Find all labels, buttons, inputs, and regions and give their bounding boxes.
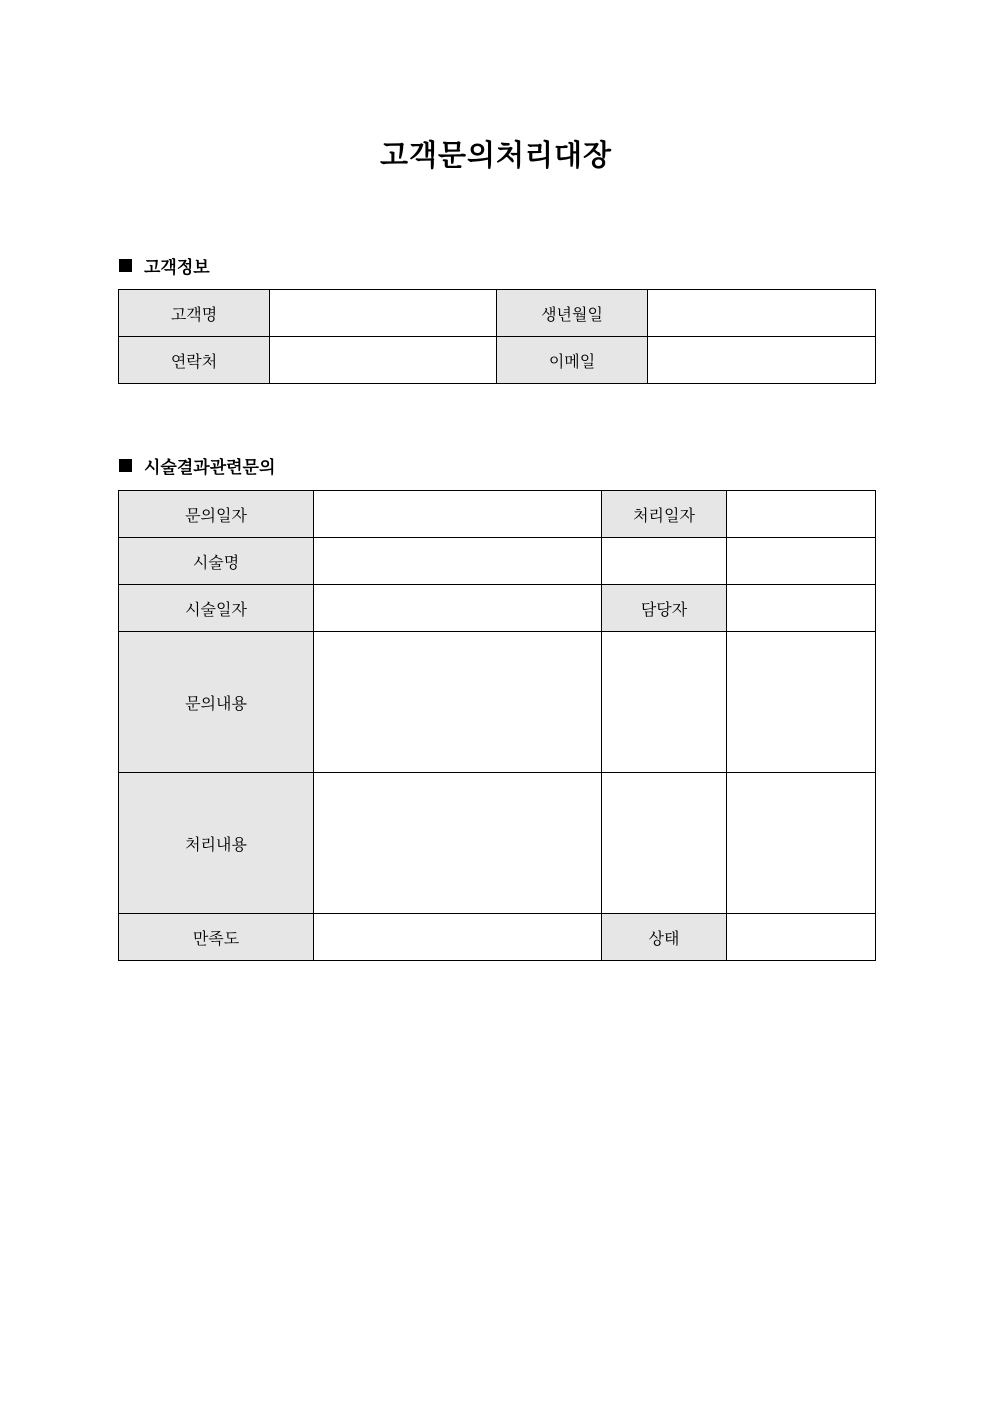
customer-info-heading: [119, 253, 210, 277]
empty-cell[interactable]: [602, 773, 727, 914]
birthdate-label: 생년월일: [497, 290, 648, 337]
customer-name-label: 고객명: [119, 290, 270, 337]
satisfaction-field[interactable]: [314, 914, 602, 961]
status-field[interactable]: [727, 914, 876, 961]
square-bullet-icon: [119, 459, 132, 472]
satisfaction-label: 만족도: [119, 914, 314, 961]
customer-info-heading-label: 고객정보: [144, 257, 210, 278]
manager-label: 담당자: [602, 585, 727, 632]
procedure-inquiry-heading: [119, 453, 275, 477]
email-field[interactable]: [648, 337, 876, 384]
table-row: [119, 773, 876, 914]
empty-cell[interactable]: [602, 632, 727, 773]
table-row: [119, 290, 876, 337]
email-label: 이메일: [497, 337, 648, 384]
procedure-inquiry-heading-label: 시술결과관련문의: [144, 457, 276, 478]
customer-info-table: [118, 289, 876, 384]
customer-name-field[interactable]: [270, 290, 497, 337]
empty-cell[interactable]: [727, 773, 876, 914]
processing-date-label: 처리일자: [602, 491, 727, 538]
contact-label: 연락처: [119, 337, 270, 384]
inquiry-date-field[interactable]: [314, 491, 602, 538]
empty-cell[interactable]: [602, 538, 727, 585]
table-row: [119, 491, 876, 538]
procedure-date-label: 시술일자: [119, 585, 314, 632]
table-row: [119, 914, 876, 961]
table-row: [119, 632, 876, 773]
birthdate-field[interactable]: [648, 290, 876, 337]
contact-field[interactable]: [270, 337, 497, 384]
procedure-inquiry-table: [118, 490, 876, 961]
table-row: [119, 538, 876, 585]
document-title: 고객문의처리대장: [379, 138, 613, 172]
processing-content-label: 처리내용: [119, 773, 314, 914]
inquiry-content-label: 문의내용: [119, 632, 314, 773]
procedure-date-field[interactable]: [314, 585, 602, 632]
processing-content-field[interactable]: [314, 773, 602, 914]
empty-cell[interactable]: [727, 632, 876, 773]
procedure-name-label: 시술명: [119, 538, 314, 585]
inquiry-date-label: 문의일자: [119, 491, 314, 538]
table-row: [119, 585, 876, 632]
table-row: [119, 337, 876, 384]
manager-field[interactable]: [727, 585, 876, 632]
empty-cell[interactable]: [727, 538, 876, 585]
inquiry-content-field[interactable]: [314, 632, 602, 773]
procedure-name-field[interactable]: [314, 538, 602, 585]
square-bullet-icon: [119, 259, 132, 272]
processing-date-field[interactable]: [727, 491, 876, 538]
status-label: 상태: [602, 914, 727, 961]
